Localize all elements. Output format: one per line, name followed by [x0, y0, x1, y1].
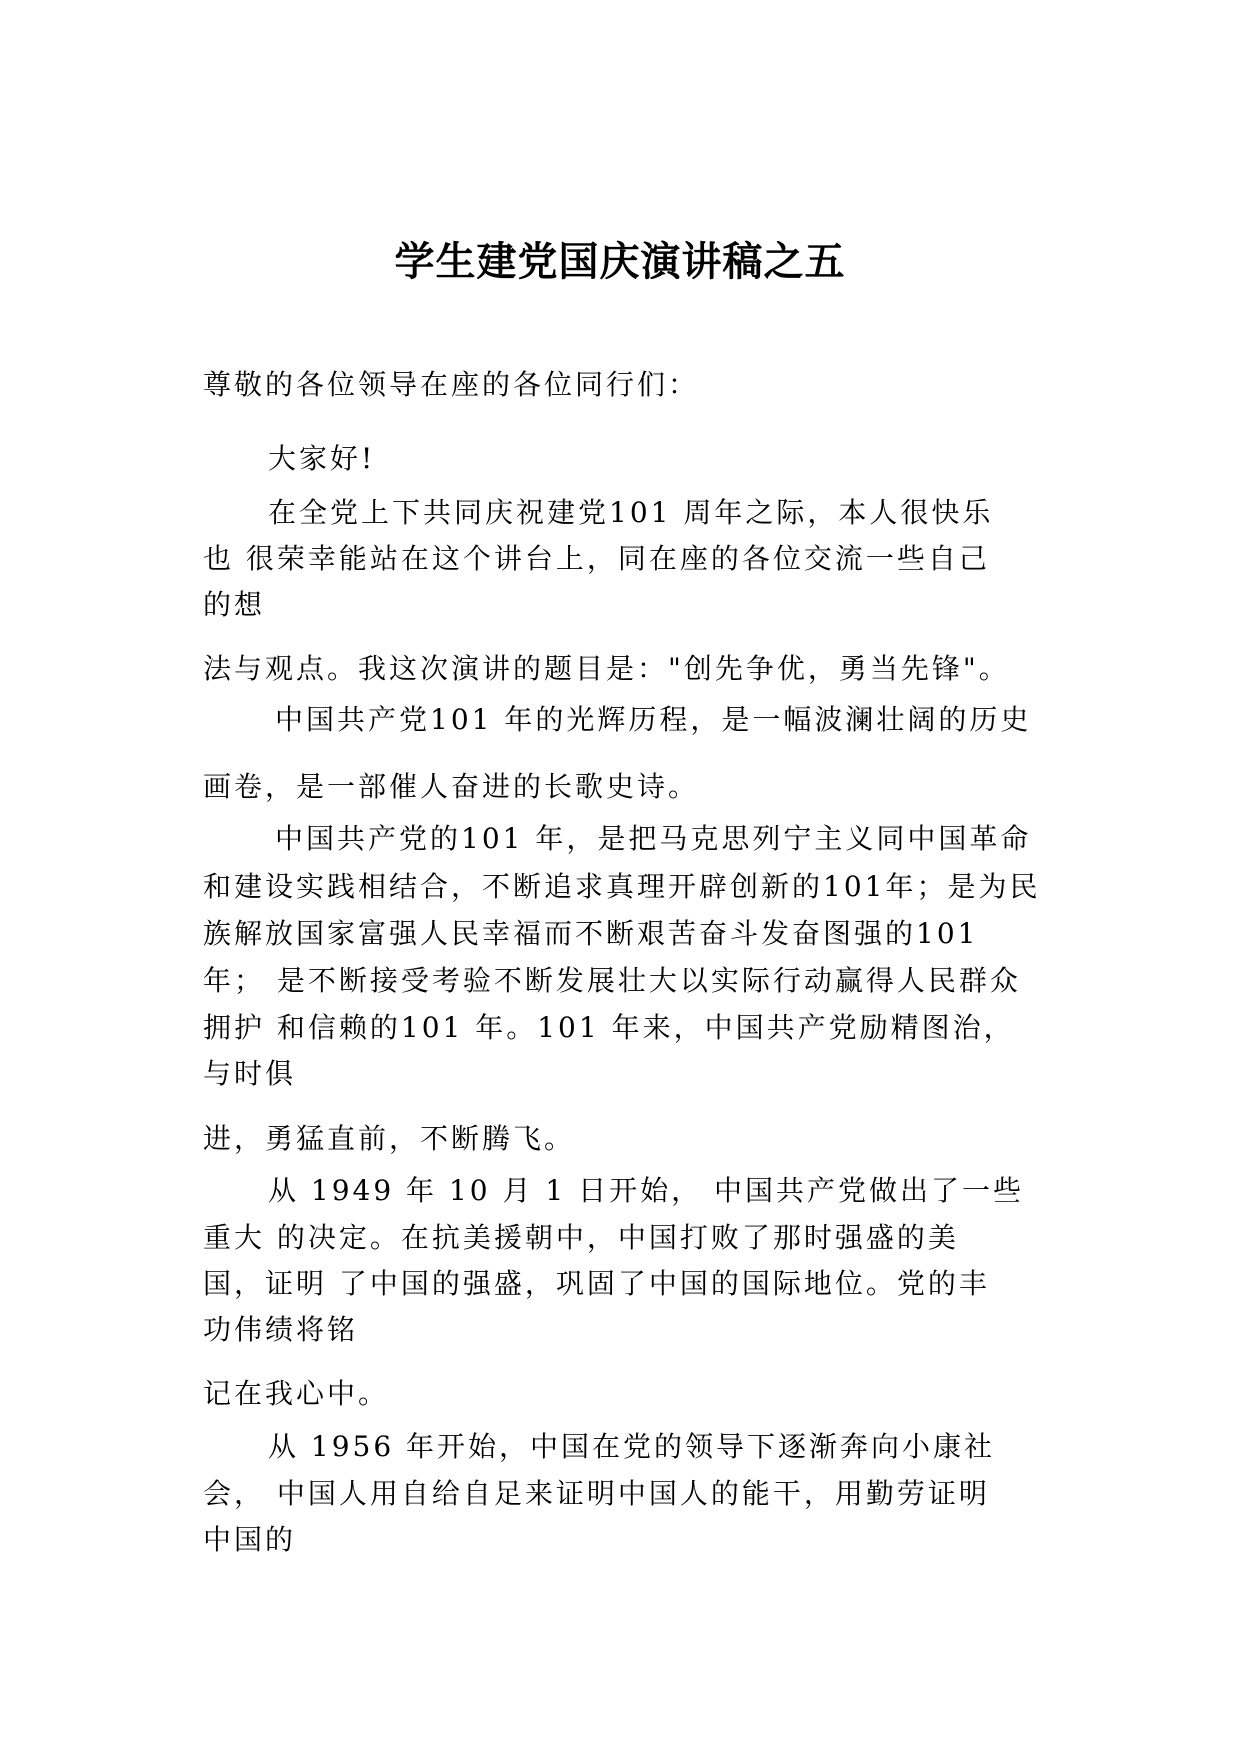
paragraph-line: 中国的 [203, 1523, 297, 1556]
paragraph-line: 功伟绩将铭 [203, 1313, 359, 1346]
salutation-line: 尊敬的各位领导在座的各位同行们： [203, 368, 700, 401]
paragraph-line: 进，勇猛直前，不断腾飞。 [203, 1122, 576, 1155]
paragraph-line: 会， 中国人用自给自足来证明中国人的能干，用勤劳证明 [203, 1477, 990, 1510]
paragraph-line: 在全党上下共同庆祝建党101 周年之际，本人很快乐 [268, 496, 994, 529]
paragraph-line: 族解放国家富强人民幸福而不断艰苦奋斗发奋图强的101 [203, 917, 979, 950]
paragraph-line: 中国共产党101 年的光辉历程，是一幅波澜壮阔的历史 [275, 703, 1032, 736]
paragraph-line: 拥护 和信赖的101 年。101 年来，中国共产党励精图治， [203, 1011, 1015, 1044]
paragraph-line: 中国共产党的101 年，是把马克思列宁主义同中国革命 [275, 822, 1032, 855]
document-title: 学生建党国庆演讲稿之五 [394, 239, 846, 285]
paragraph-line: 画卷，是一部催人奋进的长歌史诗。 [203, 770, 700, 803]
paragraph-line: 国，证明 了中国的强盛，巩固了中国的国际地位。党的丰 [203, 1267, 990, 1300]
paragraph-line: 重大 的决定。在抗美援朝中，中国打败了那时强盛的美 [203, 1221, 959, 1254]
greeting-line: 大家好! [268, 442, 376, 475]
paragraph-line: 从 1956 年开始，中国在党的领导下逐渐奔向小康社 [268, 1430, 996, 1463]
paragraph-line: 与时俱 [203, 1057, 297, 1090]
paragraph-line: 法与观点。我这次演讲的题目是："创先争优，勇当先锋"。 [203, 652, 1010, 685]
paragraph-line: 记在我心中。 [203, 1377, 390, 1410]
paragraph-line: 年； 是不断接受考验不断发展壮大以实际行动赢得人民群众 [203, 964, 1021, 997]
paragraph-line: 从 1949 年 10 月 1 日开始， 中国共产党做出了一些 [268, 1174, 1025, 1207]
paragraph-line: 和建设实践相结合，不断追求真理开辟创新的101年；是为民 [203, 870, 1041, 903]
paragraph-line: 也 很荣幸能站在这个讲台上，同在座的各位交流一些自己 [203, 542, 990, 575]
paragraph-line: 的想 [203, 588, 266, 621]
